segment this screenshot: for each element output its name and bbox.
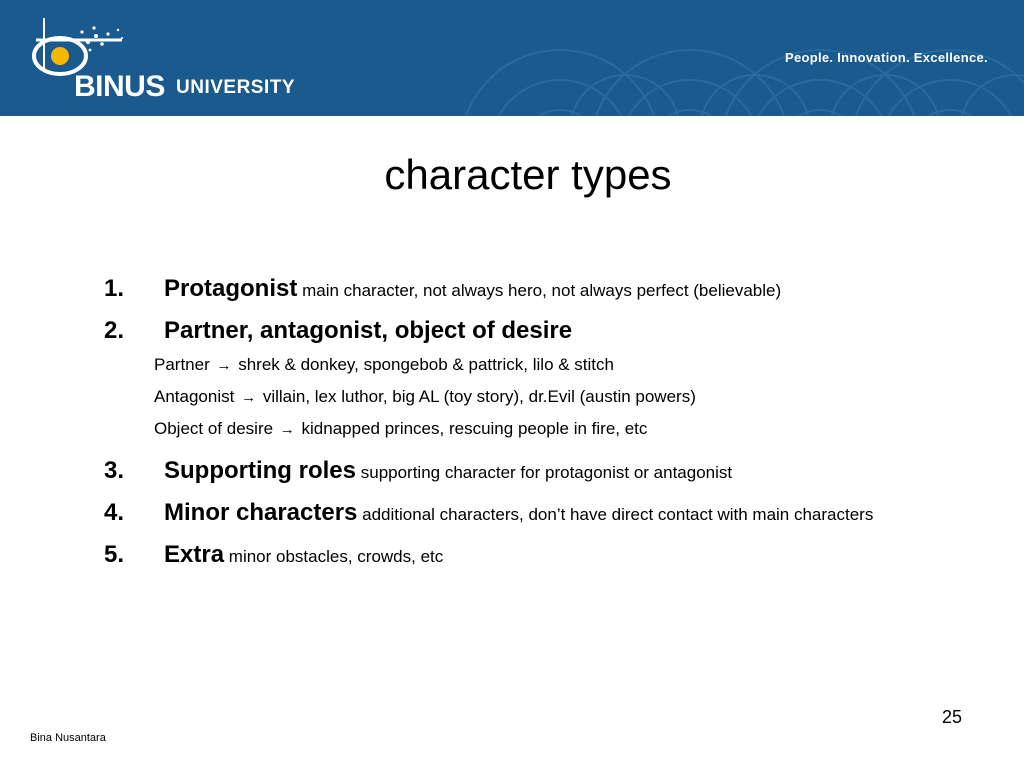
item-title: Minor characters bbox=[164, 499, 358, 526]
item-description: minor obstacles, crowds, etc bbox=[228, 547, 444, 566]
arrow-right-icon: → bbox=[216, 357, 232, 374]
page-number: 25 bbox=[941, 707, 962, 727]
list-item-supporting-roles bbox=[104, 455, 924, 487]
item-number: 1. bbox=[104, 275, 125, 302]
list-item-partner-antagonist-object bbox=[104, 315, 924, 445]
sub-item-partner bbox=[154, 349, 924, 381]
sub-item-text: shrek & donkey, spongebob & pattrick, lilo & stitch bbox=[238, 355, 614, 374]
item-title: Supporting roles bbox=[164, 457, 356, 484]
item-number: 2. bbox=[104, 317, 125, 344]
slide-title: character types bbox=[384, 151, 672, 198]
binus-logo bbox=[22, 8, 312, 108]
header-banner bbox=[0, 0, 1024, 116]
sub-item-text: kidnapped princes, rescuing people in fire, etc bbox=[301, 419, 648, 438]
list-item-minor-characters bbox=[104, 497, 924, 529]
item-number: 3. bbox=[104, 457, 125, 484]
footer-text: Bina Nusantara bbox=[30, 732, 106, 744]
item-description: main character, not always hero, not always perfect (believable) bbox=[302, 281, 782, 300]
header-tagline: People. Innovation. Excellence. bbox=[785, 50, 988, 65]
item-number: 4. bbox=[104, 499, 125, 526]
character-types-list bbox=[104, 273, 924, 581]
item-title: Protagonist bbox=[164, 275, 298, 302]
arrow-right-icon: → bbox=[241, 389, 257, 406]
sub-item-label: Object of desire bbox=[154, 419, 274, 438]
item-title: Extra bbox=[164, 541, 225, 568]
item-number: 5. bbox=[104, 541, 125, 568]
sub-item-object-of-desire bbox=[154, 413, 924, 445]
item-description: supporting character for protagonist or antagonist bbox=[360, 463, 733, 482]
list-item-extra bbox=[104, 539, 924, 571]
sub-item-label: Partner bbox=[154, 355, 210, 374]
list-item-protagonist bbox=[104, 273, 924, 305]
item-title: Partner, antagonist, object of desire bbox=[164, 317, 573, 344]
sub-list bbox=[154, 349, 924, 445]
binus-logo-mark bbox=[22, 8, 142, 78]
logo-brand-text: BINUS bbox=[74, 70, 165, 103]
item-description: additional characters, don’t have direct contact with main characters bbox=[362, 505, 874, 524]
sub-item-text: villain, lex luthor, big AL (toy story), dr.Evil (austin powers) bbox=[262, 387, 696, 406]
sub-item-label: Antagonist bbox=[154, 387, 235, 406]
arrow-right-icon: → bbox=[279, 421, 295, 438]
sub-item-antagonist bbox=[154, 381, 924, 413]
logo-sub-text: UNIVERSITY bbox=[176, 77, 296, 98]
